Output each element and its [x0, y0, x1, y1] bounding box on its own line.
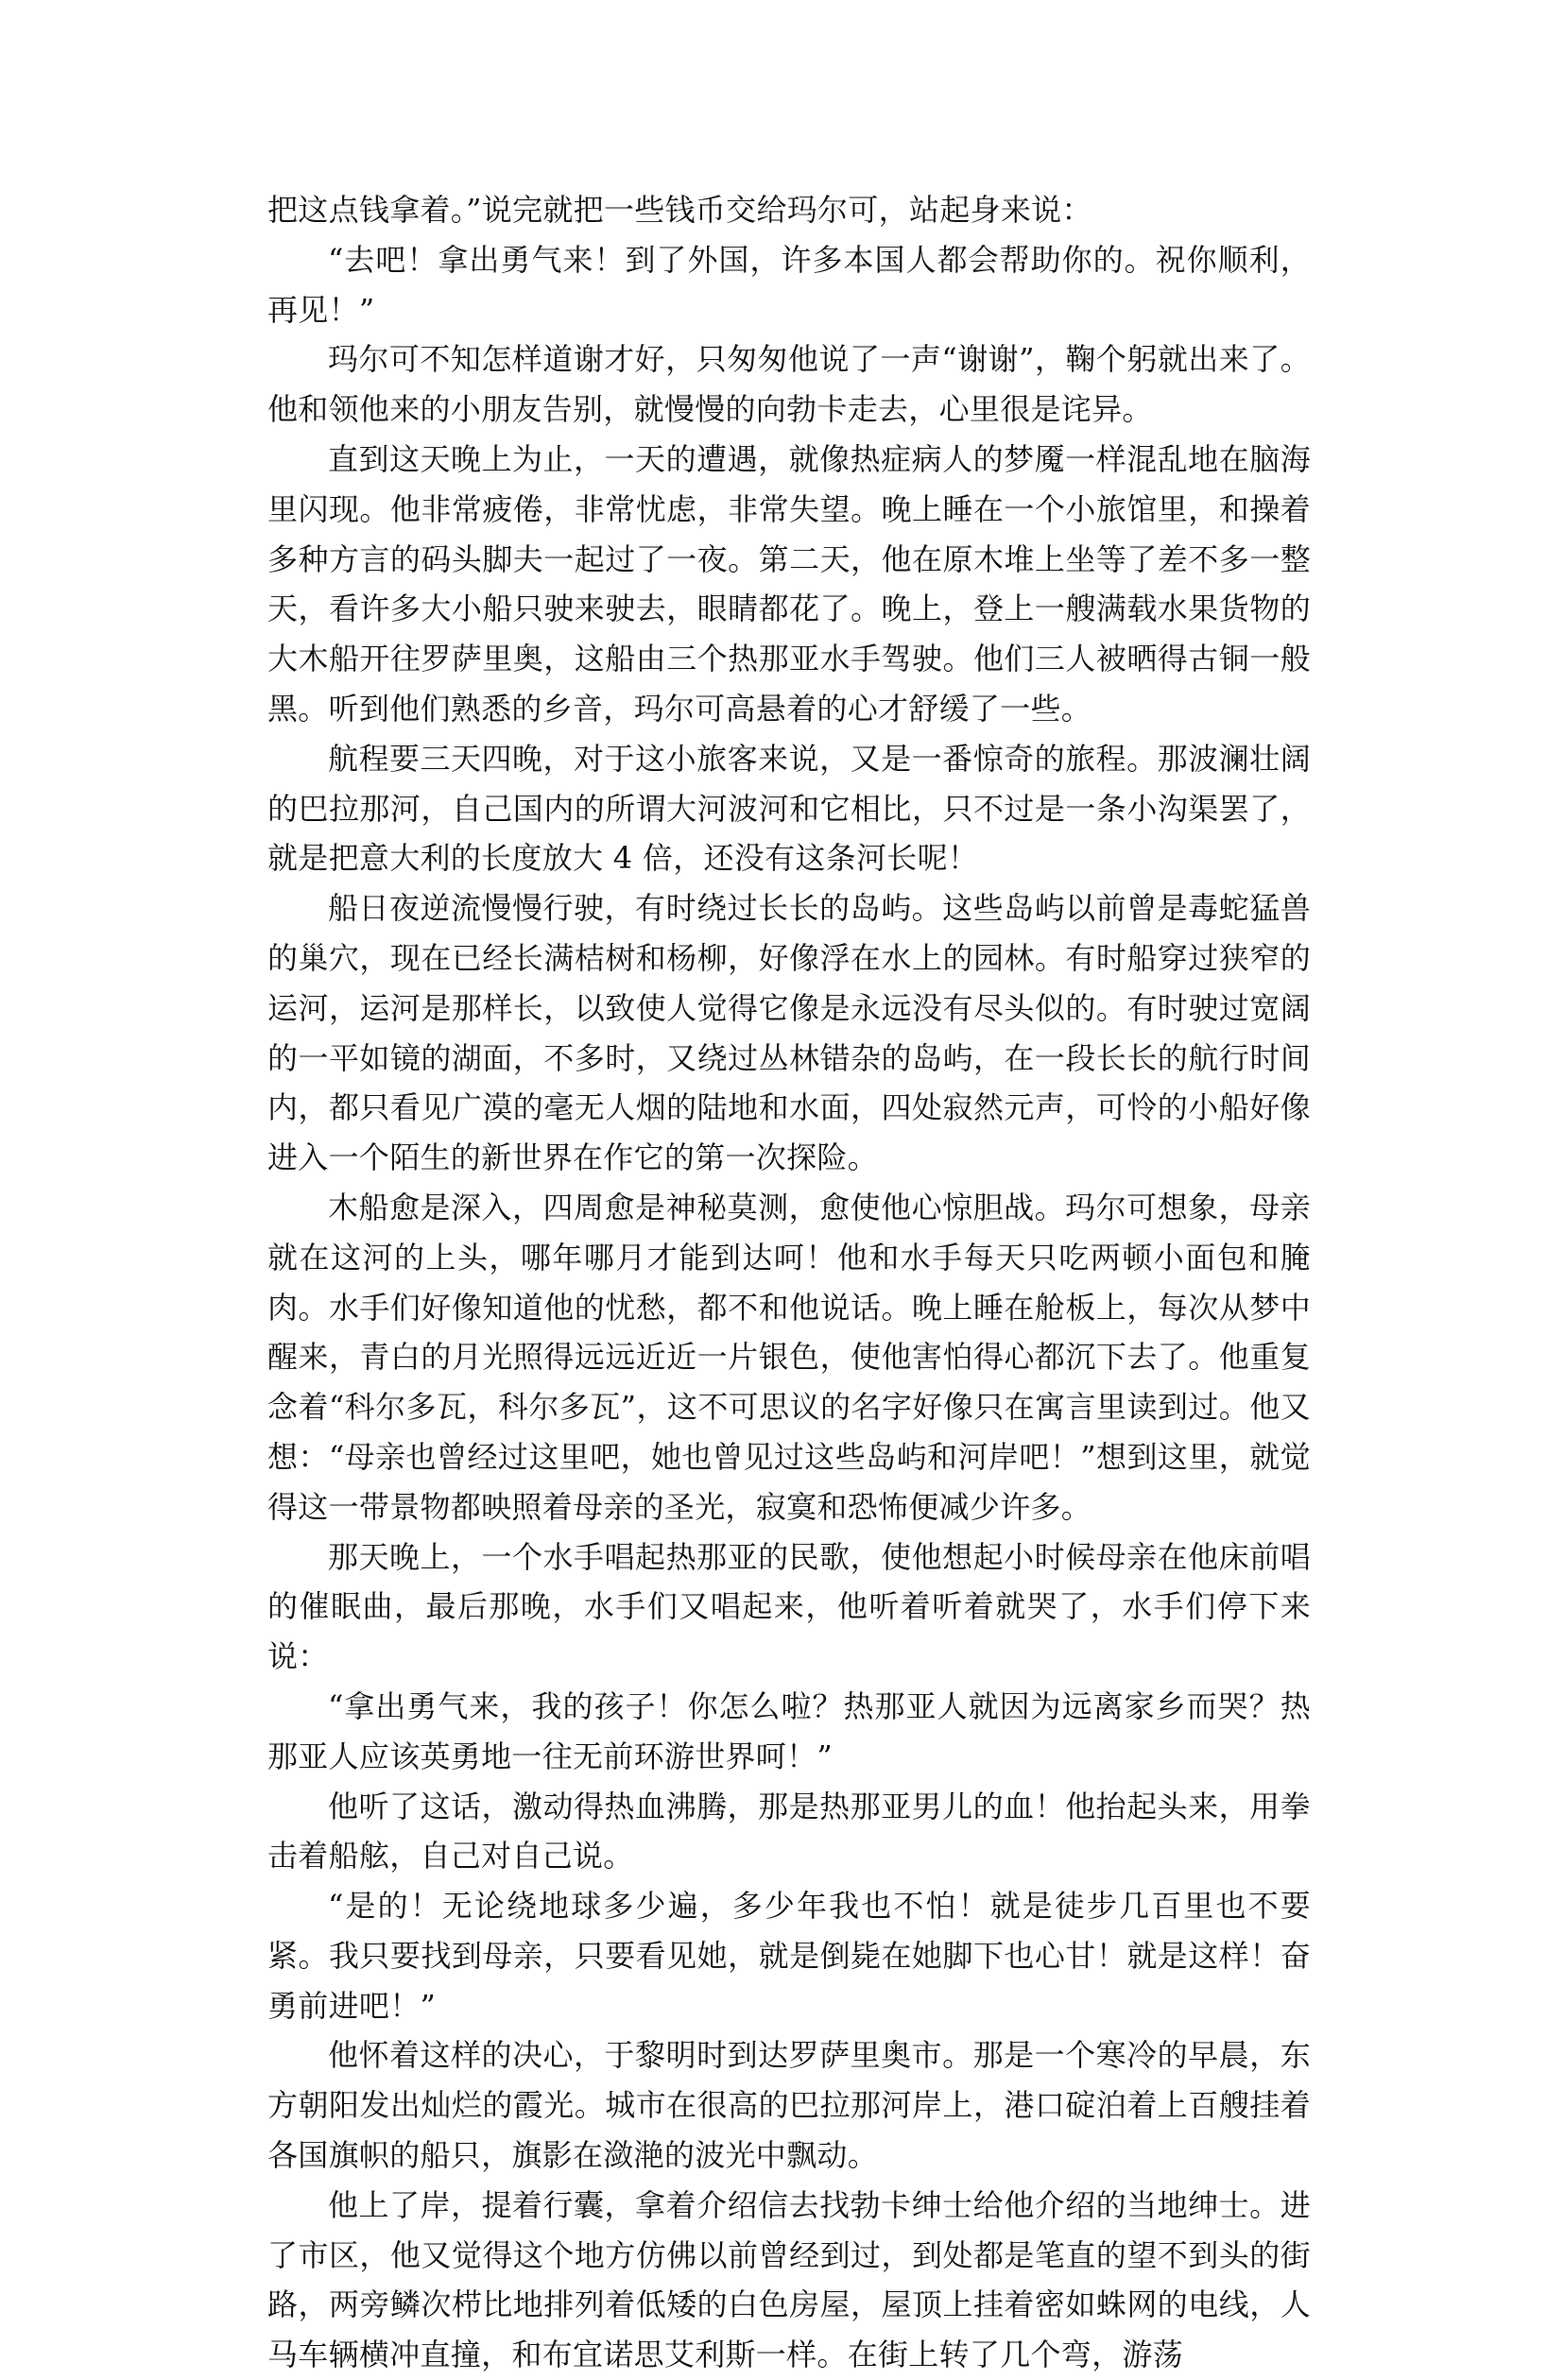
- paragraph-10: 他听了这话，激动得热血沸腾，那是热那亚男儿的血！他抬起头来，用拳击着船舷，自己对自己说。: [267, 1788, 1311, 1875]
- paragraph-5: 航程要三天四晚，对于这小旅客来说，又是一番惊奇的旅程。那波澜壮阔的巴拉那河，自己国内的所谓大河波河和它相比，只不过是一条小沟渠罢了，就是把意大利的长度放大 4 倍，还没有这条河长呢！: [267, 740, 1311, 877]
- story-text: [267, 185, 1311, 2380]
- paragraph-1: 把这点钱拿着。”说完就把一些钱币交给玛尔可，站起身来说：: [267, 192, 1092, 228]
- paragraph-4: 直到这天晚上为止，一天的遭遇，就像热症病人的梦魇一样混乱地在脑海里闪现。他非常疲倦，非常忧虑，非常失望。晚上睡在一个小旅馆里，和操着多种方言的码头脚夫一起过了一夜。第二天，他在原木堆上坐等了差不多一整天，看许多大小船只驶来驶去，眼睛都花了。晚上，登上一艘满载水果货物的大木船开往罗萨里奥，这船由三个热那亚水手驾驶。他们三人被晒得古铜一般黑。听到他们熟悉的乡音，玛尔可高悬着的心才舒缓了一些。: [267, 440, 1311, 727]
- paragraph-2: “去吧！拿出勇气来！到了外国，许多本国人都会帮助你的。祝你顺利，再见！”: [267, 241, 1311, 328]
- paragraph-7: 木船愈是深入，四周愈是神秘莫测，愈使他心惊胆战。玛尔可想象，母亲就在这河的上头，哪年哪月才能到达呵！他和水手每天只吃两顿小面包和腌肉。水手们好像知道他的忧愁，都不和他说话。晚上睡在舱板上，每次从梦中醒来，青白的月光照得远远近近一片银色，使他害怕得心都沉下去了。他重复念着“科尔多瓦，科尔多瓦”，这不可思议的名字好像只在寓言里读到过。他又想：“母亲也曾经过这里吧，她也曾见过这些岛屿和河岸吧！”想到这里，就觉得这一带景物都映照着母亲的圣光，寂寞和恐怖便减少许多。: [267, 1189, 1311, 1525]
- paragraph-12: 他怀着这样的决心，于黎明时到达罗萨里奥市。那是一个寒冷的早晨，东方朝阳发出灿烂的霞光。城市在很高的巴拉那河岸上，港口碇泊着上百艘挂着各国旗帜的船只，旗影在潋滟的波光中飘动。: [267, 2037, 1311, 2174]
- paragraph-9: “拿出勇气来，我的孩子！你怎么啦？热那亚人就因为远离家乡而哭？热那亚人应该英勇地一往无前环游世界呵！”: [267, 1687, 1311, 1774]
- paragraph-13: 他上了岸，提着行囊，拿着介绍信去找勃卡绅士给他介绍的当地绅士。进了市区，他又觉得这个地方仿佛以前曾经到过，到处都是笔直的望不到头的街路，两旁鳞次栉比地排列着低矮的白色房屋，屋顶上挂着密如蛛网的电线，人马车辆横冲直撞，和布宜诺思艾利斯一样。在街上转了几个弯，游荡: [267, 2186, 1311, 2373]
- paragraph-8: 那天晚上，一个水手唱起热那亚的民歌，使他想起小时候母亲在他床前唱的催眠曲，最后那晚，水手们又唱起来，他听着听着就哭了，水手们停下来说：: [267, 1538, 1311, 1675]
- paragraph-3: 玛尔可不知怎样道谢才好，只匆匆他说了一声“谢谢”，鞠个躬就出来了。他和领他来的小朋友告别，就慢慢的向勃卡走去，心里很是诧异。: [267, 341, 1311, 428]
- paragraph-6: 船日夜逆流慢慢行驶，有时绕过长长的岛屿。这些岛屿以前曾是毒蛇猛兽的巢穴，现在已经长满桔树和杨柳，好像浮在水上的园林。有时船穿过狭窄的运河，运河是那样长，以致使人觉得它像是永远没有尽头似的。有时驶过宽阔的一平如镜的湖面，不多时，又绕过丛林错杂的岛屿，在一段长长的航行时间内，都只看见广漠的毫无人烟的陆地和水面，四处寂然元声，可怜的小船好像进入一个陌生的新世界在作它的第一次探险。: [267, 890, 1311, 1176]
- paragraph-11: “是的！无论绕地球多少遍，多少年我也不怕！就是徒步几百里也不要紧。我只要找到母亲，只要看见她，就是倒毙在她脚下也心甘！就是这样！奋勇前进吧！”: [267, 1888, 1311, 2024]
